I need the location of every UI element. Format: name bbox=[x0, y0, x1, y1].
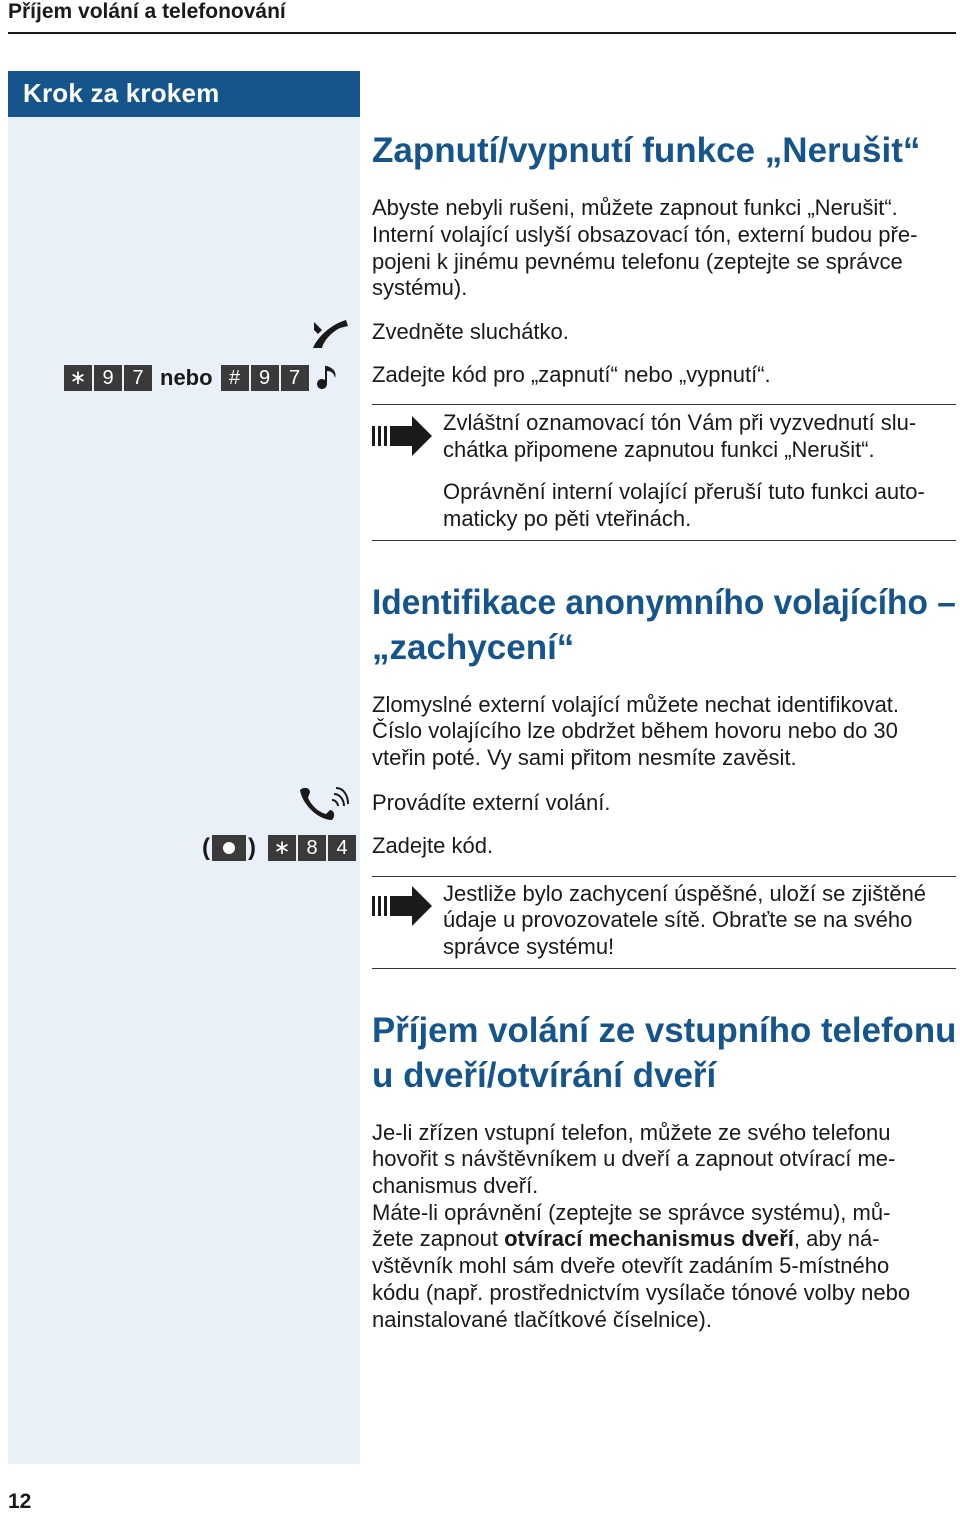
header-rule bbox=[8, 32, 956, 34]
section2-note-line: Jestliže bylo zachycení úspěšné, uloží se zjištěné bbox=[443, 881, 927, 906]
section2-intro-line: vteřin poté. Vy sami přitom nesmíte zavěsit. bbox=[372, 745, 797, 770]
keys-separator: nebo bbox=[160, 365, 213, 390]
key-7: 7 bbox=[124, 365, 152, 391]
section2-step-call: Provádíte externí volání. bbox=[372, 790, 611, 815]
section1-note2-line: Oprávnění interní volající přeruší tuto funkci auto- bbox=[443, 479, 925, 504]
note-divider-top bbox=[372, 404, 956, 405]
note-divider-bottom bbox=[372, 968, 956, 969]
section1-title: Zapnutí/vypnutí funkce „Nerušit“ bbox=[372, 131, 921, 170]
section1-intro-line: systému). bbox=[372, 275, 468, 300]
section2-note-line: údaje u provozovatele sítě. Obraťte se na svého bbox=[443, 907, 913, 932]
section3-para2-line: Máte-li oprávnění (zeptejte se správce systému), mů- bbox=[372, 1200, 891, 1225]
page-number: 12 bbox=[8, 1490, 32, 1513]
section2-intro-line: Zlomyslné externí volající můžete nechat identifikovat. bbox=[372, 692, 900, 717]
section3-para1-line: hovořit s návštěvníkem u dveří a zapnout otvírací me- bbox=[372, 1146, 896, 1171]
section3-para2-line: nainstalované tlačítkové číselnice). bbox=[372, 1307, 712, 1332]
section1-intro-line: Interní volající uslyší obsazovací tón, externí budou pře- bbox=[372, 222, 918, 247]
door-opener-term: otvírací mechanismus dveří bbox=[504, 1226, 794, 1251]
key-7: 7 bbox=[281, 365, 309, 391]
key-hash: # bbox=[221, 365, 249, 391]
paren-close: ) bbox=[248, 834, 256, 861]
section3-para1-line: Je-li zřízen vstupní telefon, můžete ze svého telefonu bbox=[372, 1120, 891, 1145]
note-arrow-icon bbox=[372, 416, 434, 456]
section1-step-code: Zadejte kód pro „zapnutí“ nebo „vypnutí“. bbox=[372, 362, 771, 387]
key-9: 9 bbox=[94, 365, 122, 391]
section1-note1-line: chátka připomene zapnutou funkci „Nerušit“. bbox=[443, 437, 875, 462]
consultation-key-icon bbox=[212, 835, 246, 861]
section3-para2-line: kódu (např. prostřednictvím vysílače tónové volby nebo bbox=[372, 1280, 911, 1305]
key-8: 8 bbox=[298, 835, 326, 861]
key-star: ∗ bbox=[268, 835, 296, 861]
note-divider-top bbox=[372, 876, 956, 877]
key-4: 4 bbox=[328, 835, 356, 861]
key-star: ∗ bbox=[64, 365, 92, 391]
active-call-icon bbox=[298, 786, 350, 822]
para2-text-pre: žete zapnout bbox=[372, 1226, 505, 1251]
header-title: Příjem volání a telefonování bbox=[8, 0, 286, 23]
note-divider-bottom bbox=[372, 540, 956, 541]
section2-intro-line: Číslo volajícího lze obdržet během hovoru nebo do 30 bbox=[372, 718, 898, 743]
note-arrow-icon bbox=[372, 886, 434, 926]
section2-note-line: správce systému! bbox=[443, 934, 615, 959]
key-9: 9 bbox=[251, 365, 279, 391]
section1-note1-line: Zvláštní oznamovací tón Vám při vyzvednutí slu- bbox=[443, 410, 917, 435]
para2-text-post: , aby ná- bbox=[793, 1226, 880, 1251]
sidebar-column bbox=[8, 71, 360, 1464]
sidebar-header bbox=[8, 71, 360, 117]
key-sequence-capture bbox=[202, 834, 358, 862]
section3-para2-line: vštěvník mohl sám dveře otevřít zadáním 5-místného bbox=[372, 1253, 890, 1278]
sidebar-title: Krok za krokem bbox=[23, 78, 220, 108]
section1-intro-line: pojeni k jinému pevnému telefonu (zeptejte se správce bbox=[372, 249, 903, 274]
section3-para2-line bbox=[372, 1226, 880, 1253]
section1-intro-line: Abyste nebyli rušeni, můžete zapnout funkci „Nerušit“. bbox=[372, 195, 898, 220]
section3-para1-line: chanismus dveří. bbox=[372, 1173, 539, 1198]
confirmation-tone-icon bbox=[317, 364, 339, 392]
section1-step-lift: Zvedněte sluchátko. bbox=[372, 319, 569, 344]
section3-title-line: Příjem volání ze vstupního telefonu bbox=[372, 1011, 957, 1050]
paren-open: ( bbox=[202, 834, 210, 861]
section3-title-line: u dveří/otvírání dveří bbox=[372, 1056, 717, 1095]
lift-handset-icon bbox=[310, 314, 350, 350]
key-sequence-on-off bbox=[64, 364, 339, 392]
section1-note2-line: maticky po pěti vteřinách. bbox=[443, 506, 692, 531]
section2-title-line: „zachycení“ bbox=[372, 628, 575, 667]
section2-step-code: Zadejte kód. bbox=[372, 833, 494, 858]
section2-title-line: Identifikace anonymního volajícího – bbox=[372, 583, 956, 622]
